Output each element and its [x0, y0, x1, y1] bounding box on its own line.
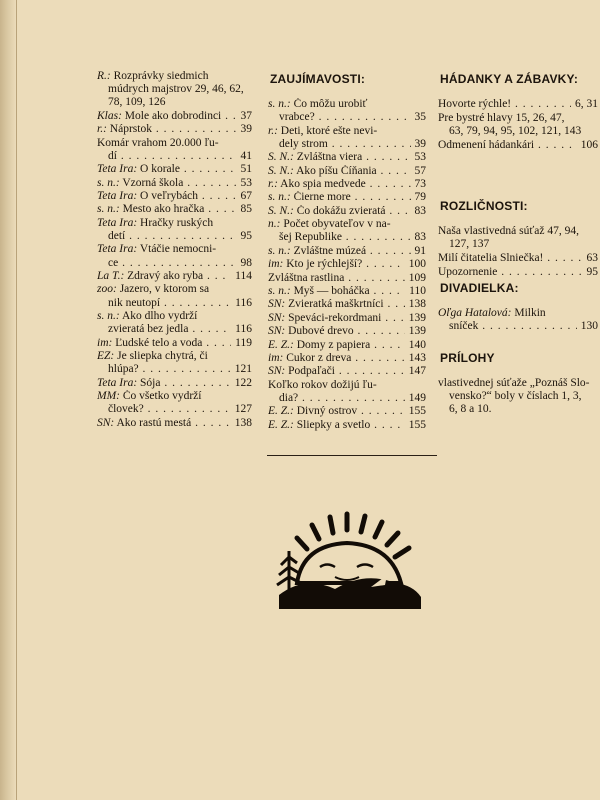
- entry-title: Odmenení hádankári: [438, 139, 535, 152]
- entry-line: [97, 190, 252, 203]
- entry-line: [268, 339, 426, 352]
- contents-entry: [268, 339, 426, 352]
- entry-author: MM:: [97, 390, 120, 402]
- entry-title: Hovorte rýchle!: [438, 98, 512, 110]
- entry-line: [97, 283, 252, 296]
- entry-title: Zvláštne múzeá: [293, 244, 367, 257]
- contents-entry: [438, 252, 598, 265]
- entry-line: [97, 363, 252, 376]
- entry-line: [268, 325, 426, 338]
- entry-line: [438, 403, 598, 416]
- page-number: 95: [583, 266, 599, 279]
- contents-entry: [438, 266, 598, 279]
- entry-line: [268, 245, 426, 258]
- entry-author: s. n.:: [97, 310, 120, 322]
- entry-title: Upozornenie: [438, 266, 498, 279]
- entry-title: Ako rastú mestá: [116, 416, 192, 429]
- contents-entry: [97, 203, 252, 216]
- entry-author: r.:: [268, 124, 278, 137]
- page-number: 106: [577, 139, 598, 152]
- contents-entry: [438, 98, 598, 111]
- entry-title: 78, 109, 126: [108, 96, 166, 109]
- entry-line: [438, 320, 598, 333]
- section-heading: PRÍLOHY: [440, 351, 495, 365]
- entry-line: [268, 392, 426, 405]
- entry-line: [97, 403, 252, 416]
- page-number: 79: [411, 191, 427, 204]
- entry-line: [97, 310, 252, 323]
- entry-line: [268, 231, 426, 244]
- entry-line: [438, 225, 598, 238]
- entry-title: Dubové drevo: [288, 325, 354, 338]
- entry-title: 127, 137: [449, 238, 490, 251]
- page-number: 83: [411, 205, 427, 218]
- entry-line: [438, 266, 598, 279]
- entry-author: Klas:: [97, 109, 122, 122]
- contents-entry: [97, 283, 252, 309]
- entry-line: [268, 272, 426, 285]
- entry-title: Zdravý ako ryba: [127, 270, 204, 282]
- contents-entry: [97, 163, 252, 176]
- page-number: 138: [405, 298, 426, 311]
- entry-author: SN:: [97, 416, 115, 429]
- entry-line: [438, 238, 598, 251]
- entry-line: [97, 270, 252, 283]
- contents-entry: [268, 419, 426, 432]
- entry-title: Milkin: [514, 307, 546, 319]
- rising-sun-illustration: [275, 505, 425, 615]
- contents-entry: [97, 123, 252, 136]
- entry-author: E. Z.:: [268, 405, 294, 418]
- entry-title: Naša vlastivedná súťaž 47, 94,: [438, 225, 579, 237]
- entry-line: [268, 419, 426, 432]
- page-number: 85: [237, 203, 253, 216]
- entry-title: Čierne more: [293, 191, 351, 204]
- entry-title: Kto je rýchlejší?: [286, 258, 363, 271]
- entry-title: ce: [108, 256, 119, 269]
- entry-author: Teta Ira:: [97, 190, 138, 202]
- entry-title: Ako dlho vydrží: [121, 310, 198, 322]
- entry-title: Koľko rokov dožijú ľu-: [268, 378, 377, 391]
- entry-line: [268, 178, 426, 191]
- page-number: 83: [411, 231, 427, 244]
- entry-line: [268, 379, 426, 392]
- page-number: 37: [237, 110, 253, 123]
- entry-line: [438, 125, 598, 138]
- page-number: 39: [411, 138, 427, 151]
- page-number: 51: [237, 163, 253, 176]
- entry-line: [268, 285, 426, 298]
- entry-author: s. n.:: [268, 191, 291, 204]
- entry-line: [268, 165, 426, 178]
- contents-entry: [268, 245, 426, 258]
- entry-author: im:: [268, 352, 284, 364]
- contents-entry: [268, 151, 426, 164]
- entry-author: Teta Ira:: [97, 376, 138, 389]
- section-heading: ROZLIČNOSTI:: [440, 199, 528, 213]
- contents-entry: [268, 178, 426, 191]
- page-number: 53: [237, 177, 253, 190]
- entry-author: S. N.:: [268, 151, 294, 164]
- entry-author: s. n.:: [268, 244, 291, 257]
- entry-line: [268, 365, 426, 378]
- entry-author: Teta Ira:: [97, 243, 138, 256]
- entry-title: Rozprávky siedmich: [113, 70, 209, 82]
- entry-author: SN:: [268, 325, 286, 338]
- entry-line: [438, 252, 598, 265]
- page-number: 139: [405, 325, 426, 338]
- contents-entry: [268, 365, 426, 378]
- entry-line: [268, 298, 426, 311]
- page-number: 6, 31: [571, 98, 598, 111]
- contents-entry: [97, 110, 252, 123]
- entry-author: im:: [97, 336, 113, 349]
- contents-entry: [97, 177, 252, 190]
- entry-line: [97, 417, 252, 430]
- page-number: 98: [237, 257, 253, 270]
- entry-title: Milí čitatelia Slniečka!: [438, 252, 544, 265]
- entry-author: s. n.:: [268, 98, 291, 110]
- entry-line: [97, 96, 252, 109]
- page-number: 122: [231, 377, 252, 390]
- entry-line: [97, 377, 252, 390]
- contents-entry: [268, 165, 426, 178]
- entry-line: [438, 112, 598, 125]
- page-number: 57: [411, 165, 427, 178]
- entry-line: [268, 405, 426, 418]
- contents-entry: [268, 205, 426, 218]
- entry-author: E. Z.:: [268, 338, 294, 351]
- entry-title: Ako píšu Číňania: [296, 164, 377, 177]
- contents-entry: [97, 310, 252, 336]
- entry-line: [97, 83, 252, 96]
- contents-entry: [97, 350, 252, 376]
- page-number: 39: [237, 123, 253, 136]
- entry-author: SN:: [268, 365, 286, 378]
- entry-line: [97, 297, 252, 310]
- entry-title: Zvieratká maškrtníci: [288, 298, 384, 311]
- entry-title: Podpaľači: [288, 365, 335, 378]
- entry-line: [268, 125, 426, 138]
- contents-entry: [268, 125, 426, 151]
- contents-entry: [438, 377, 598, 417]
- contents-entry: [438, 225, 598, 251]
- contents-entry: [268, 379, 426, 405]
- page-number: 130: [577, 320, 598, 333]
- entry-line: [268, 258, 426, 271]
- contents-entry: [268, 258, 426, 271]
- entry-line: [97, 177, 252, 190]
- entry-title: človek?: [108, 403, 144, 416]
- entry-author: zoo:: [97, 283, 117, 296]
- entry-title: Jazero, v ktorom sa: [119, 283, 210, 296]
- entry-line: [97, 123, 252, 136]
- page-number: 147: [405, 365, 426, 378]
- entry-author: n.:: [268, 218, 281, 231]
- entry-title: Ako spia medvede: [280, 178, 366, 190]
- entry-author: EZ:: [97, 350, 115, 362]
- entry-author: Teta Ira:: [97, 163, 138, 176]
- entry-author: r.:: [97, 123, 107, 136]
- contents-entry: [268, 285, 426, 298]
- entry-author: s. n.:: [97, 176, 120, 189]
- entry-author: s. n.:: [268, 285, 291, 297]
- section-heading: HÁDANKY A ZÁBAVKY:: [440, 72, 579, 86]
- entry-author: Oľga Hatalová:: [438, 307, 512, 319]
- entry-title: šej Republike: [279, 231, 342, 244]
- contents-entry: [268, 298, 426, 311]
- entry-line: [97, 350, 252, 363]
- page-number: 35: [411, 111, 427, 124]
- entry-title: Cukor z dreva: [286, 352, 352, 364]
- page-number: 109: [405, 272, 426, 285]
- entry-title: detí: [108, 229, 126, 242]
- entry-title: dely strom: [279, 137, 328, 150]
- entry-title: Je sliepka chytrá, či: [117, 350, 208, 362]
- section-heading: DIVADIELKA:: [440, 281, 519, 295]
- entry-title: Hračky ruských: [140, 216, 214, 229]
- contents-entry: [438, 307, 598, 333]
- page-number: 149: [405, 392, 426, 405]
- entry-title: Myš — boháčka: [293, 285, 370, 297]
- page-number: 119: [231, 337, 252, 350]
- page-number: 155: [405, 419, 426, 432]
- page-number: 138: [231, 417, 252, 430]
- entry-line: [97, 217, 252, 230]
- page-number: 155: [405, 405, 426, 418]
- page-number: 41: [237, 150, 253, 163]
- entry-title: sníček: [449, 320, 479, 333]
- page-number: 100: [405, 258, 426, 271]
- contents-entry: [268, 312, 426, 325]
- contents-entry: [97, 337, 252, 350]
- entry-title: Zvláštna rastlina: [268, 271, 345, 284]
- entry-title: Divný ostrov: [296, 405, 358, 418]
- column-divider-rule: [267, 455, 437, 456]
- entry-title: Komár vrahom 20.000 ľu-: [97, 136, 219, 149]
- section-heading-zaujimavosti: ZAUJÍMAVOSTI:: [270, 72, 366, 86]
- entry-title: Sója: [140, 376, 161, 389]
- entry-title: zvieratá bez jedla: [108, 323, 189, 336]
- entry-line: [268, 352, 426, 365]
- entry-title: dí: [108, 149, 117, 162]
- entry-title: Čo dokážu zvieratá: [296, 204, 386, 217]
- page-number: 140: [405, 339, 426, 352]
- entry-line: [97, 390, 252, 403]
- page-number: 67: [237, 190, 253, 203]
- entry-line: [97, 230, 252, 243]
- entry-author: r.:: [268, 178, 278, 190]
- page-binding-edge: [0, 0, 17, 800]
- contents-entry: [438, 139, 598, 152]
- page-number: 121: [231, 363, 252, 376]
- entry-line: [97, 203, 252, 216]
- entry-line: [438, 307, 598, 320]
- entry-line: [97, 257, 252, 270]
- entry-line: [438, 139, 598, 152]
- page-number: 116: [231, 323, 252, 336]
- entry-title: múdrych majstrov 29, 46, 62,: [108, 83, 244, 96]
- entry-line: [438, 377, 598, 390]
- entry-line: [97, 243, 252, 256]
- page-number: 63: [583, 252, 599, 265]
- page-number: 91: [411, 245, 427, 258]
- contents-entry: [268, 325, 426, 338]
- entry-title: nik neutopí: [108, 296, 161, 309]
- entry-author: s. n.:: [97, 203, 120, 216]
- contents-entry: [268, 405, 426, 418]
- entry-line: [268, 138, 426, 151]
- entry-title: Počet obyvateľov v na-: [283, 218, 391, 231]
- contents-entry: [268, 218, 426, 244]
- entry-title: Čo všetko vydrží: [122, 390, 202, 402]
- contents-entry: [438, 112, 598, 138]
- entry-title: Domy z papiera: [296, 338, 371, 351]
- contents-entry: [97, 377, 252, 390]
- entry-line: [268, 218, 426, 231]
- entry-line: [97, 323, 252, 336]
- entry-title: Speváci-rekordmani: [288, 311, 382, 324]
- entry-line: [97, 110, 252, 123]
- page-number: 95: [237, 230, 253, 243]
- entry-title: O veľrybách: [140, 190, 199, 202]
- entry-line: [97, 163, 252, 176]
- entry-author: SN:: [268, 298, 286, 311]
- entry-line: [268, 312, 426, 325]
- page-number: 114: [231, 270, 252, 283]
- entry-title: hlúpa?: [108, 363, 139, 376]
- entry-title: Pre bystré hlavy 15, 26, 47,: [438, 112, 565, 124]
- contents-entry: [97, 390, 252, 416]
- entry-title: Deti, ktoré ešte nevi-: [280, 124, 378, 137]
- entry-title: Mesto ako hračka: [122, 203, 205, 216]
- page-number: 110: [405, 285, 426, 298]
- entry-line: [97, 70, 252, 83]
- page-number: 143: [405, 352, 426, 365]
- entry-title: Mole ako dobrodinci: [124, 109, 222, 122]
- page-number: 73: [411, 178, 427, 191]
- entry-title: Náprstok: [109, 123, 152, 136]
- page-number: 53: [411, 151, 427, 164]
- entry-author: La T.:: [97, 270, 125, 282]
- contents-entry: [268, 272, 426, 285]
- entry-line: [97, 137, 252, 150]
- entry-title: 6, 8 a 10.: [449, 403, 492, 416]
- entry-title: vlastivednej súťaže „Poznáš Slo-: [438, 377, 590, 389]
- entry-title: vrabce?: [279, 111, 315, 124]
- entry-author: R.:: [97, 70, 111, 82]
- entry-title: O korale: [140, 163, 180, 176]
- entry-line: [268, 205, 426, 218]
- entry-author: im:: [268, 258, 284, 271]
- entry-line: [97, 150, 252, 163]
- entry-title: Čo môžu urobiť: [293, 98, 368, 110]
- entry-title: 63, 79, 94, 95, 102, 121, 143: [449, 125, 582, 138]
- contents-entry: [97, 270, 252, 283]
- entry-line: [268, 98, 426, 111]
- entry-line: [268, 151, 426, 164]
- entry-author: S. N.:: [268, 204, 294, 217]
- entry-author: SN:: [268, 311, 286, 324]
- entry-line: [268, 191, 426, 204]
- contents-entry: [97, 190, 252, 203]
- page-number: 127: [231, 403, 252, 416]
- page-number: 116: [231, 297, 252, 310]
- entry-title: vensko?“ boly v číslach 1, 3,: [449, 390, 582, 403]
- contents-entry: [97, 417, 252, 430]
- contents-entry: [268, 352, 426, 365]
- entry-title: Sliepky a svetlo: [296, 418, 371, 431]
- entry-author: Teta Ira:: [97, 216, 138, 229]
- contents-entry: [97, 243, 252, 269]
- page-number: 139: [405, 312, 426, 325]
- entry-line: [438, 390, 598, 403]
- entry-line: [97, 337, 252, 350]
- entry-line: [268, 111, 426, 124]
- entry-title: Vtáčie nemocni-: [139, 243, 217, 256]
- contents-entry: [97, 70, 252, 110]
- contents-entry: [268, 98, 426, 124]
- contents-entry: [97, 137, 252, 163]
- entry-title: dia?: [279, 391, 299, 404]
- entry-author: E. Z.:: [268, 418, 294, 431]
- entry-title: Ľudské telo a voda: [115, 336, 203, 349]
- contents-entry: [268, 191, 426, 204]
- contents-entry: [97, 217, 252, 243]
- entry-title: Zvláštna viera: [296, 151, 363, 164]
- entry-title: Vzorná škola: [122, 176, 184, 189]
- entry-author: S. N.:: [268, 164, 294, 177]
